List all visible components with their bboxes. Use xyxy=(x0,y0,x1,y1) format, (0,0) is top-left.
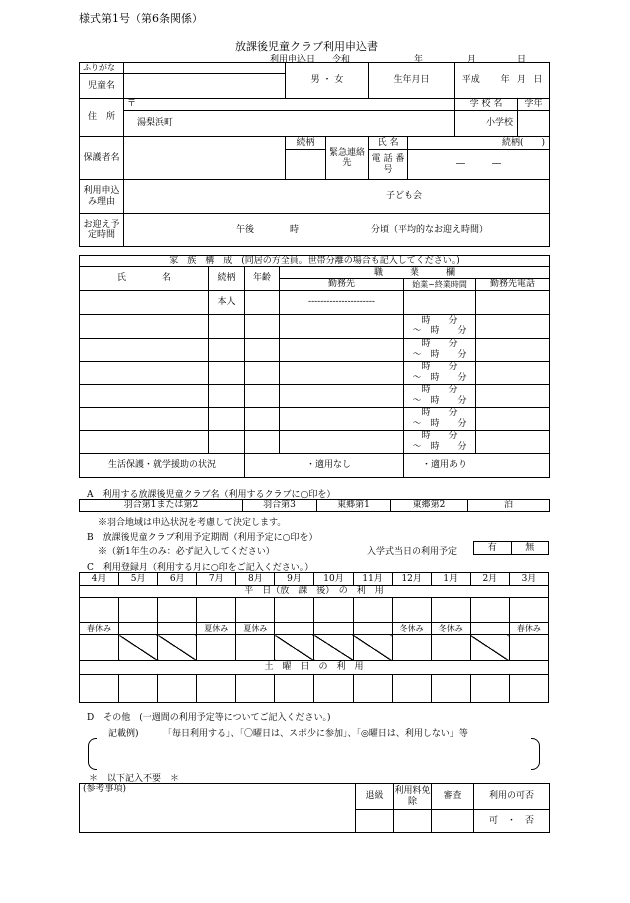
month-label: 月 xyxy=(467,55,477,65)
saturday-cell[interactable] xyxy=(158,675,197,703)
weekday-cell[interactable] xyxy=(197,598,236,623)
member-name[interactable] xyxy=(80,430,209,453)
month-may[interactable]: 5月 xyxy=(119,573,158,586)
application-date-label: 利用申込日 xyxy=(270,55,316,65)
hours-header: 始業~終業時間 xyxy=(404,279,476,290)
saturday-cell[interactable] xyxy=(431,675,470,703)
weekday-cell[interactable] xyxy=(314,598,353,623)
saturday-cell[interactable] xyxy=(314,675,353,703)
weekday-row xyxy=(80,598,549,623)
family-row xyxy=(80,384,550,407)
entrance-no-option[interactable]: 無 xyxy=(511,542,549,555)
member-phone[interactable] xyxy=(476,314,550,338)
member-work[interactable] xyxy=(280,314,404,338)
weekday-use-label: 平 日（放 課 後） の 利 用 xyxy=(80,586,549,598)
member-name[interactable] xyxy=(80,314,209,338)
club-table xyxy=(79,499,550,512)
job-header: 職 業 欄 xyxy=(280,267,550,279)
member-phone[interactable] xyxy=(476,384,550,407)
summer-break-label-jul: 夏休み xyxy=(197,623,236,635)
member-age[interactable] xyxy=(245,430,280,453)
club-option-hawai-1-2[interactable]: 羽合第1または第2 xyxy=(80,500,243,512)
school-name-label: 学 校 名 xyxy=(455,99,518,111)
example-label: 記載例) xyxy=(108,729,139,739)
applicant-table xyxy=(79,62,550,247)
section-b-note: ※（新1年生のみ：必ず記入してください） xyxy=(98,547,275,557)
winter-break-label-jan: 冬休み xyxy=(431,623,470,635)
section-c-heading: C 利用登録月（利用する月に○印をご記入ください。） xyxy=(87,563,314,573)
dotted-line: ---------------------- xyxy=(280,290,404,314)
month-feb[interactable]: 2月 xyxy=(470,573,509,586)
child-name-field[interactable] xyxy=(124,74,286,99)
address-label: 住 所 xyxy=(80,99,124,137)
section-d-heading: D その他 (一週間の利用予定等についてご記入ください。) xyxy=(87,713,331,723)
family-row xyxy=(80,430,550,453)
saturday-cell[interactable] xyxy=(509,675,548,703)
member-work[interactable] xyxy=(280,384,404,407)
fee-exempt-label: 利用料免除 xyxy=(394,784,432,810)
holiday-cell-na xyxy=(158,635,197,661)
weekday-cell[interactable] xyxy=(470,598,509,623)
child-name-label: 児童名 xyxy=(80,74,124,99)
member-name[interactable] xyxy=(80,290,209,314)
welfare-none-option[interactable]: ・適用なし xyxy=(245,453,404,477)
family-row xyxy=(80,407,550,430)
holiday-cell[interactable] xyxy=(80,635,119,661)
weekday-cell[interactable] xyxy=(80,598,119,623)
emergency-name-field[interactable]: 続柄( ) xyxy=(408,137,550,150)
time-to: ～ 時 分 xyxy=(412,441,467,452)
fee-exempt-field[interactable] xyxy=(394,810,432,833)
section-a-heading: A 利用する放課後児童クラブ名（利用するクラブに○印を） xyxy=(87,490,336,500)
month-jan[interactable]: 1月 xyxy=(431,573,470,586)
family-row xyxy=(80,314,550,338)
member-name[interactable] xyxy=(80,384,209,407)
birth-year: 年 xyxy=(500,75,510,86)
birth-date-label: 生年月日 xyxy=(369,63,455,99)
guardian-relation-field[interactable] xyxy=(286,150,326,180)
saturday-cell[interactable] xyxy=(275,675,314,703)
emergency-label: 緊急連絡先 xyxy=(326,137,369,180)
member-work[interactable] xyxy=(280,407,404,430)
member-hours[interactable] xyxy=(404,430,476,453)
family-heading: 家 族 構 成 (同居の方全員。世帯分離の場合も記入してください。) xyxy=(80,256,550,267)
member-phone[interactable] xyxy=(476,338,550,361)
postal-field[interactable]: 〒 xyxy=(124,99,455,111)
time-from: 時 分 xyxy=(421,339,458,350)
spring-break-label: 春休み xyxy=(80,623,119,635)
phone-field[interactable]: ― ― xyxy=(408,150,550,180)
time-to: ～ 時 分 xyxy=(412,326,467,337)
family-table xyxy=(79,255,550,478)
member-relation[interactable] xyxy=(209,430,245,453)
month-sep[interactable]: 9月 xyxy=(275,573,314,586)
member-hours[interactable] xyxy=(404,407,476,430)
birth-day: 日 xyxy=(533,75,543,86)
saturday-cell[interactable] xyxy=(119,675,158,703)
work-phone-header: 勤務先電話 xyxy=(476,279,550,290)
reference-notes-label: (参考事項) xyxy=(80,784,356,833)
withdraw-field[interactable] xyxy=(356,810,394,833)
pickup-time-field[interactable]: 午後 時 分頃（平均的なお迎え時間） xyxy=(124,214,550,247)
member-relation[interactable] xyxy=(209,314,245,338)
weekday-cell[interactable] xyxy=(158,598,197,623)
member-age[interactable] xyxy=(245,361,280,384)
member-hours[interactable] xyxy=(404,384,476,407)
age-header: 年齢 xyxy=(245,267,280,290)
holiday-cell[interactable] xyxy=(431,635,470,661)
member-relation[interactable] xyxy=(209,407,245,430)
holiday-row xyxy=(80,635,549,661)
reason-label: 利用申込み理由 xyxy=(80,180,124,214)
weekday-cell[interactable] xyxy=(275,598,314,623)
member-age[interactable] xyxy=(245,384,280,407)
address-field[interactable] xyxy=(124,111,455,137)
family-row xyxy=(80,338,550,361)
member-work[interactable] xyxy=(280,430,404,453)
member-age[interactable] xyxy=(245,314,280,338)
member-work[interactable] xyxy=(280,338,404,361)
other-notes-field[interactable] xyxy=(97,740,529,768)
member-hours[interactable] xyxy=(404,290,476,314)
holiday-cell-na xyxy=(275,635,314,661)
guardian-name-field[interactable] xyxy=(124,137,286,180)
spring-break-label-mar: 春休み xyxy=(509,623,548,635)
club-option-togo-2[interactable]: 東郷第2 xyxy=(391,500,468,512)
holiday-cell[interactable] xyxy=(197,635,236,661)
member-phone[interactable] xyxy=(476,407,550,430)
saturday-cell[interactable] xyxy=(353,675,392,703)
holiday-cell[interactable] xyxy=(236,635,275,661)
month-jul[interactable]: 7月 xyxy=(197,573,236,586)
month-jun[interactable]: 6月 xyxy=(158,573,197,586)
saturday-cell[interactable] xyxy=(470,675,509,703)
member-relation[interactable] xyxy=(209,338,245,361)
month-apr[interactable]: 4月 xyxy=(80,573,119,586)
pickup-label: お迎え予定時間 xyxy=(80,214,124,247)
member-name[interactable] xyxy=(80,338,209,361)
page-title: 放課後児童クラブ利用申込書 xyxy=(235,40,378,53)
month-oct[interactable]: 10月 xyxy=(314,573,353,586)
welfare-yes-option[interactable]: ・適用あり xyxy=(404,453,550,477)
saturday-cell[interactable] xyxy=(80,675,119,703)
holiday-cell[interactable] xyxy=(509,635,548,661)
member-name[interactable] xyxy=(80,407,209,430)
withdraw-label: 退級 xyxy=(356,784,394,810)
member-relation[interactable] xyxy=(209,361,245,384)
family-row xyxy=(80,290,550,314)
weekday-cell[interactable] xyxy=(119,598,158,623)
approval-options[interactable]: 可 ・ 否 xyxy=(474,810,550,833)
guardian-label: 保護者名 xyxy=(80,137,124,180)
saturday-use-label: 土 曜 日 の 利 用 xyxy=(80,661,549,675)
weekday-cell[interactable] xyxy=(353,598,392,623)
phone-label: 電 話 番 号 xyxy=(369,150,408,180)
month-mar[interactable]: 3月 xyxy=(509,573,548,586)
review-field[interactable] xyxy=(432,810,474,833)
month-dec[interactable]: 12月 xyxy=(392,573,431,586)
month-nov[interactable]: 11月 xyxy=(353,573,392,586)
weekday-cell[interactable] xyxy=(509,598,548,623)
time-to: ～ 時 分 xyxy=(412,372,467,383)
weekday-cell[interactable] xyxy=(392,598,431,623)
self-label: 本人 xyxy=(209,290,245,314)
section-b-heading: B 放課後児童クラブ利用予定期間（利用予定に○印を） xyxy=(87,533,318,543)
era-label: 令和 xyxy=(332,55,351,65)
member-age[interactable] xyxy=(245,338,280,361)
member-phone[interactable] xyxy=(476,430,550,453)
holiday-cell-na xyxy=(119,635,158,661)
member-age[interactable] xyxy=(245,290,280,314)
saturday-cell[interactable] xyxy=(392,675,431,703)
member-phone[interactable] xyxy=(476,361,550,384)
time-to: ～ 時 分 xyxy=(412,349,467,360)
birth-date-field[interactable] xyxy=(455,63,550,99)
section-a-note: ※羽合地域は申込状況を考慮して決定します。 xyxy=(98,518,287,528)
saturday-row xyxy=(80,675,549,703)
emergency-name-label: 氏 名 xyxy=(369,137,408,150)
furigana-label: ふりがな xyxy=(80,63,124,74)
member-name[interactable] xyxy=(80,361,209,384)
member-work[interactable] xyxy=(280,361,404,384)
holiday-cell-na xyxy=(314,635,353,661)
saturday-cell[interactable] xyxy=(236,675,275,703)
time-from: 時 分 xyxy=(421,315,458,326)
birth-month: 月 xyxy=(516,75,526,86)
entrance-yes-option[interactable]: 有 xyxy=(474,542,512,555)
member-hours[interactable] xyxy=(404,361,476,384)
grade-label: 学年 xyxy=(518,99,550,111)
right-bracket xyxy=(531,738,540,770)
approval-label: 利用の可否 xyxy=(474,784,550,810)
weekday-cell[interactable] xyxy=(431,598,470,623)
town-name: 湯梨浜町 xyxy=(137,118,174,129)
time-to: ～ 時 分 xyxy=(412,418,467,429)
guardian-relation-label: 続柄 xyxy=(286,137,326,150)
entrance-day-label: 入学式当日の利用予定 xyxy=(367,547,458,557)
example-text: 「毎日利用する」、「〇曜日は、スポ少に参加」、「◎曜日は、利用しない」等 xyxy=(163,729,468,739)
furigana-field[interactable] xyxy=(124,63,286,74)
relation-header: 続柄 xyxy=(209,267,245,290)
time-from: 時 分 xyxy=(421,385,458,396)
holiday-cell[interactable] xyxy=(392,635,431,661)
office-use-table xyxy=(79,783,550,833)
member-relation[interactable] xyxy=(209,384,245,407)
school-name-field[interactable]: 小学校 xyxy=(455,111,518,137)
holiday-cell-na xyxy=(353,635,392,661)
months-table xyxy=(79,572,549,703)
reason-field[interactable]: 子ども会 xyxy=(124,180,550,214)
member-age[interactable] xyxy=(245,407,280,430)
saturday-cell[interactable] xyxy=(197,675,236,703)
club-option-togo-1[interactable]: 東郷第1 xyxy=(317,500,391,512)
no-entry-notice: ＊ 以下記入不要 ＊ xyxy=(89,774,180,784)
member-hours[interactable] xyxy=(404,314,476,338)
month-aug[interactable]: 8月 xyxy=(236,573,275,586)
form-number: 様式第1号（第6条関係） xyxy=(79,12,203,25)
time-from: 時 分 xyxy=(421,362,458,373)
family-row xyxy=(80,361,550,384)
review-label: 審査 xyxy=(432,784,474,810)
winter-break-label-dec: 冬休み xyxy=(392,623,431,635)
left-bracket xyxy=(88,738,97,770)
welfare-label: 生活保護・就学援助の状況 xyxy=(80,453,245,477)
member-hours[interactable] xyxy=(404,338,476,361)
holiday-cell-na xyxy=(470,635,509,661)
name-header: 氏 名 xyxy=(80,267,209,290)
summer-break-label-aug: 夏休み xyxy=(236,623,275,635)
member-phone[interactable] xyxy=(476,290,550,314)
day-label: 日 xyxy=(517,55,527,65)
weekday-cell[interactable] xyxy=(236,598,275,623)
time-from: 時 分 xyxy=(421,431,458,442)
club-option-tomari[interactable]: 泊 xyxy=(468,500,550,512)
time-to: ～ 時 分 xyxy=(412,395,467,406)
birth-era: 平成 xyxy=(461,75,480,86)
time-from: 時 分 xyxy=(421,408,458,419)
grade-field[interactable] xyxy=(518,111,550,137)
entrance-day-table xyxy=(473,541,549,555)
club-option-hawai-3[interactable]: 羽合第3 xyxy=(243,500,317,512)
work-header: 勤務先 xyxy=(280,279,404,290)
year-label: 年 xyxy=(414,55,424,65)
gender-field[interactable]: 男 ・ 女 xyxy=(286,63,369,99)
